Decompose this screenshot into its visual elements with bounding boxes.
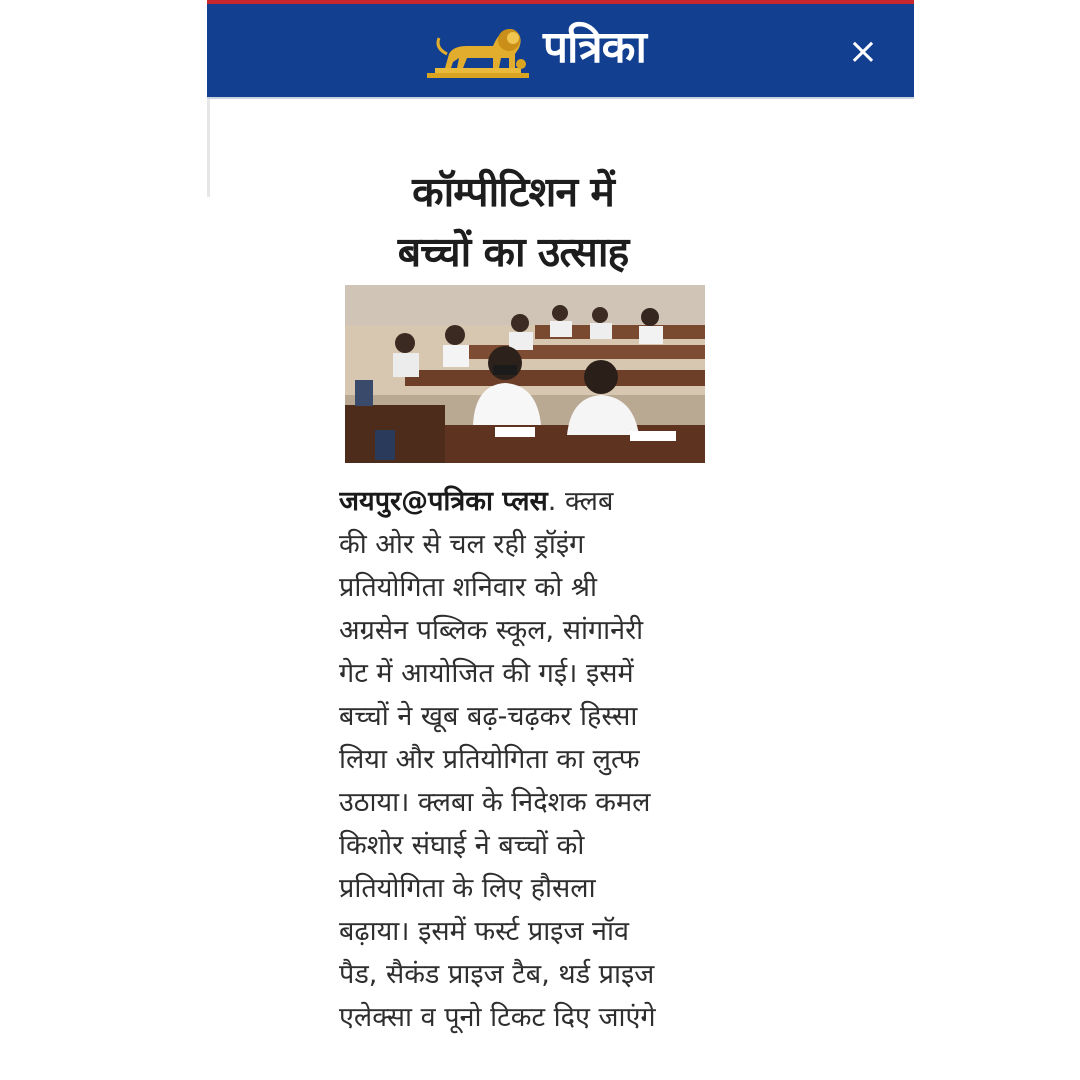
article-photo: [345, 285, 705, 463]
app-header: [207, 0, 914, 99]
article-dateline: जयपुर@पत्रिका प्लस: [339, 486, 548, 517]
article-line: एलेक्सा व पूनो टिकट दिए जाएंगे: [339, 1002, 656, 1033]
article-line: किशोर संघाई ने बच्चों को: [339, 830, 585, 861]
newspaper-clipping: [335, 150, 705, 1050]
lion-logo-icon: [423, 18, 533, 84]
article-line: बढ़ाया। इसमें फर्स्ट प्राइज नॉव: [339, 916, 630, 947]
article-line: प्रतियोगिता के लिए हौसला: [339, 873, 596, 904]
article-line: गेट में आयोजित की गई। इसमें: [339, 658, 634, 689]
article-line: बच्चों ने खूब बढ़-चढ़कर हिस्सा: [339, 701, 638, 732]
close-button[interactable]: ×: [847, 31, 879, 72]
article-line: प्रतियोगिता शनिवार को श्री: [339, 572, 597, 603]
article-line: अग्रसेन पब्लिक स्कूल, सांगानेरी: [339, 615, 644, 646]
article-body: [339, 480, 705, 1040]
left-edge-divider: [207, 99, 210, 197]
app-frame: [207, 0, 914, 1080]
article-headline: [343, 162, 683, 282]
article-line-first: [339, 480, 705, 523]
article-line: . क्लब: [547, 486, 614, 517]
headline-line-1: कॉम्पीटिशन में: [412, 168, 614, 216]
article-line: लिया और प्रतियोगिता का लुत्फ: [339, 744, 640, 775]
article-line: पैड, सैकंड प्राइज टैब, थर्ड प्राइज: [339, 959, 655, 990]
brand-title: पत्रिका: [543, 22, 646, 73]
headline-line-2: बच्चों का उत्साह: [397, 228, 629, 276]
article-line: उठाया। क्लबा के निदेशक कमल: [339, 787, 651, 818]
article-line: की ओर से चल रही ड्रॉइंग: [339, 529, 585, 560]
